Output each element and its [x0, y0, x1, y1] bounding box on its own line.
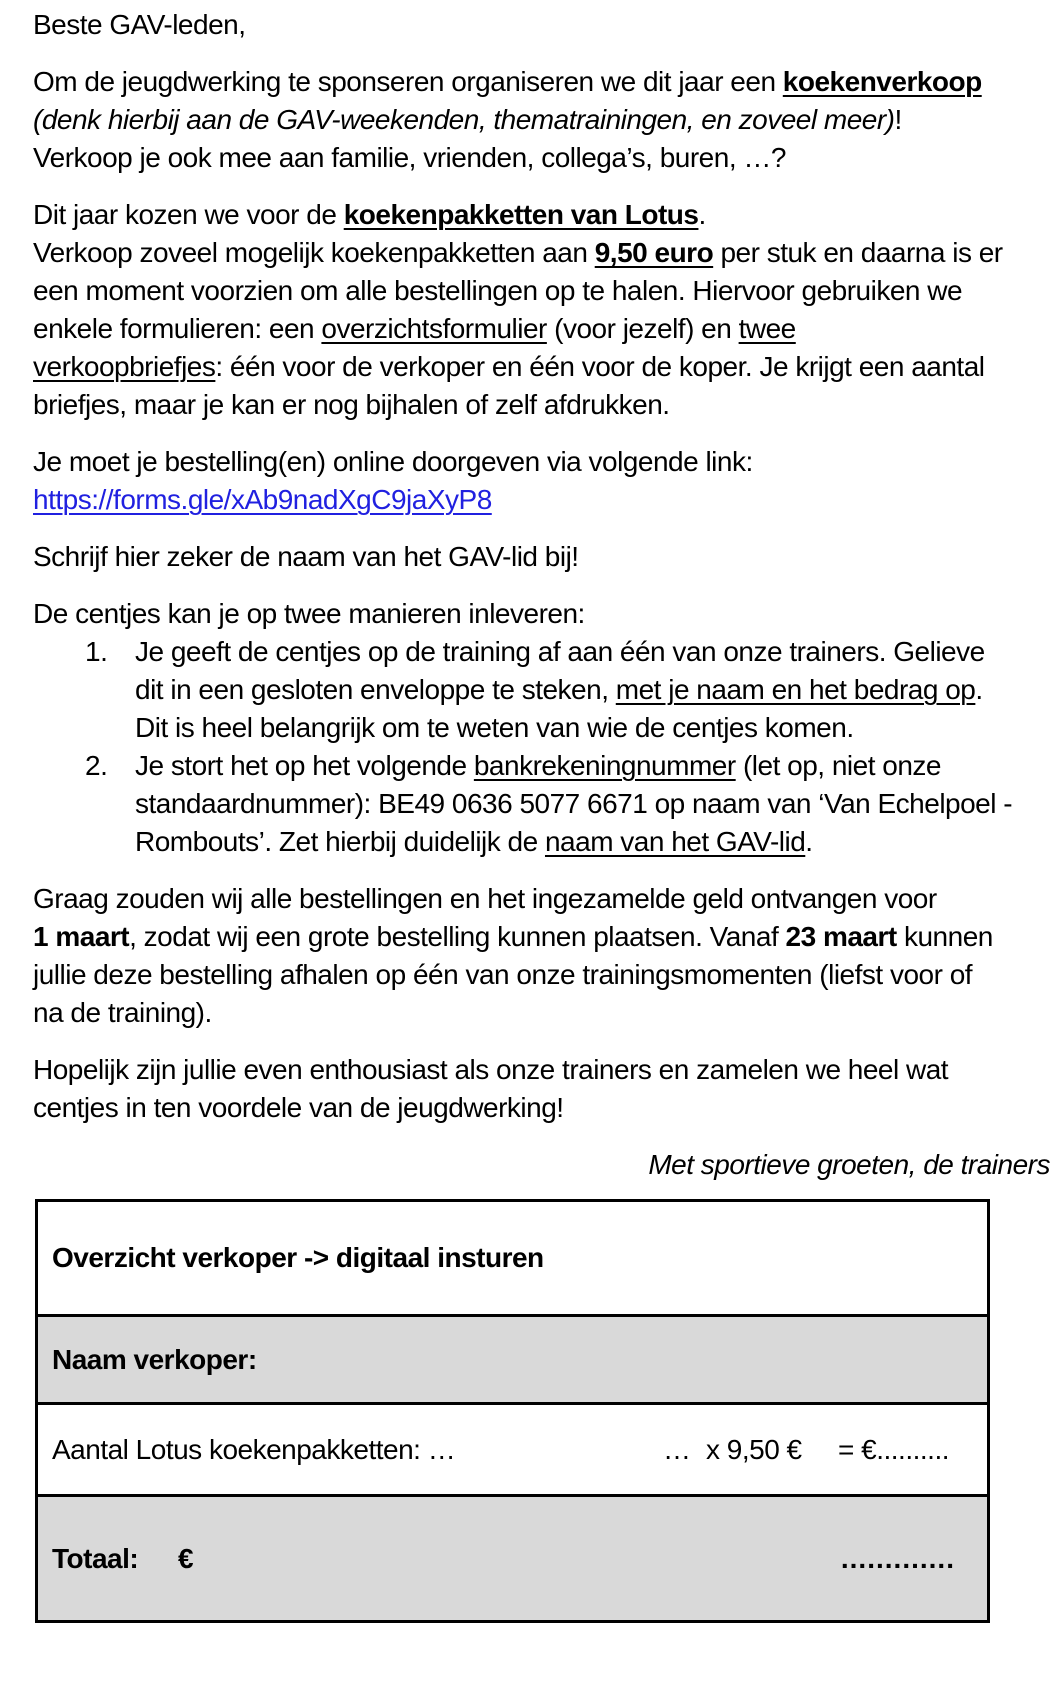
gavlid-paragraph — [33, 538, 1058, 576]
deadline-paragraph — [33, 880, 1058, 1032]
text-run: . — [975, 674, 983, 705]
form-title: Overzicht verkoper -> digitaal insturen — [52, 1242, 544, 1273]
highlight-naam-bedrag: met je naam en het bedrag op — [615, 674, 976, 705]
text-run: Verkoop zoveel mogelijk koekenpakketten aan — [33, 237, 595, 268]
intro-line-3: Verkoop je ook mee aan familie, vrienden, collega’s, buren, …? — [33, 142, 786, 173]
payment-paragraph — [33, 595, 1058, 861]
text-run: . — [698, 199, 706, 230]
total-label: Totaal: — [52, 1542, 139, 1574]
option1-line-3: Dit is heel belangrijk om te weten van wie de centjes komen. — [135, 712, 854, 743]
payment-option-1-text — [135, 633, 1058, 747]
text-run: kunnen — [896, 921, 993, 952]
intro-line-1 — [33, 63, 1058, 101]
closing-line-1: Hopelijk zijn jullie even enthousiast als onze trainers en zamelen we heel wat — [33, 1054, 949, 1085]
lotus-line-5 — [33, 348, 1058, 386]
quantity-fill-dots: … — [663, 1433, 691, 1465]
highlight-koekenverkoop: koekenverkoop — [782, 66, 982, 97]
highlight-bankrekeningnummer: bankrekeningnummer — [473, 750, 736, 781]
closing-paragraph — [33, 1051, 1058, 1127]
text-run: , zodat wij een grote bestelling kunnen plaatsen. Vanaf — [129, 921, 786, 952]
lotus-line-6: briefjes, maar je kan er nog bijhalen of zelf afdrukken. — [33, 389, 670, 420]
option2-line-1 — [135, 747, 1058, 785]
lotus-paragraph — [33, 196, 1058, 424]
line-total-blank: = €.......... — [838, 1433, 949, 1465]
table-row-quantity — [38, 1402, 987, 1494]
unit-price: x 9,50 € — [706, 1433, 802, 1465]
text-run: Rombouts’. Zet hierbij duidelijk de — [135, 826, 545, 857]
highlight-23-maart: 23 maart — [785, 921, 897, 952]
overview-form-table — [35, 1199, 990, 1623]
lotus-line-1 — [33, 196, 1058, 234]
list-number-1: 1. — [85, 636, 108, 667]
table-row-title — [38, 1202, 987, 1314]
intro-paragraph — [33, 63, 1058, 177]
text-run: ! — [894, 104, 902, 135]
salutation-paragraph — [33, 6, 1058, 44]
deadline-line-2 — [33, 918, 1058, 956]
text-run: Om de jeugdwerking te sponseren organiseren we dit jaar een — [33, 66, 783, 97]
quantity-label: Aantal Lotus koekenpakketten: … — [52, 1433, 456, 1465]
total-fill-dots: ............. — [840, 1542, 955, 1574]
highlight-1-maart: 1 maart — [33, 921, 130, 952]
text-run: : één voor de verkoper en één voor de koper. Je krijgt een aantal — [215, 351, 985, 382]
lotus-line-4 — [33, 310, 1058, 348]
gavlid-line: Schrijf hier zeker de naam van het GAV-lid bij! — [33, 541, 579, 572]
order-form-link[interactable]: https://forms.gle/xAb9nadXgC9jaXyP8 — [33, 484, 492, 515]
text-run: (let op, niet onze — [735, 750, 941, 781]
link-intro-line: Je moet je bestelling(en) online doorgeven via volgende link: — [33, 446, 753, 477]
text-run: per stuk en daarna is er — [713, 237, 1003, 268]
signature: Met sportieve groeten, de trainers — [648, 1149, 1050, 1180]
option2-line-3 — [135, 823, 1058, 861]
highlight-naam-gavlid: naam van het GAV-lid — [544, 826, 806, 857]
link-paragraph — [33, 443, 1058, 519]
highlight-lotus: koekenpakketten van Lotus — [343, 199, 699, 230]
payment-intro-line: De centjes kan je op twee manieren inleveren: — [33, 598, 585, 629]
payment-option-1 — [33, 633, 1058, 747]
text-run: . — [805, 826, 813, 857]
table-row-seller-name — [38, 1314, 987, 1402]
text-run: enkele formulieren: een — [33, 313, 322, 344]
intro-line-2 — [33, 101, 1058, 139]
deadline-line-4: na de training). — [33, 997, 212, 1028]
payment-option-2 — [33, 747, 1058, 861]
highlight-twee: twee — [738, 313, 796, 344]
list-number-2: 2. — [85, 750, 108, 781]
seller-name-label: Naam verkoper: — [52, 1343, 257, 1375]
link-line — [33, 481, 1058, 519]
payment-option-2-text — [135, 747, 1058, 861]
text-run: Dit jaar kozen we voor de — [33, 199, 344, 230]
closing-line-2: centjes in ten voordele van de jeugdwerking! — [33, 1092, 564, 1123]
salutation: Beste GAV-leden, — [33, 9, 246, 40]
text-run-italic: (denk hierbij aan de GAV-weekenden, thematrainingen, en zoveel meer) — [33, 104, 895, 135]
text-run: dit in een gesloten enveloppe te steken, — [135, 674, 616, 705]
table-row-total — [38, 1494, 987, 1620]
deadline-line-1: Graag zouden wij alle bestellingen en het ingezamelde geld ontvangen voor — [33, 883, 937, 914]
option1-line-1: Je geeft de centjes op de training af aan één van onze trainers. Gelieve — [135, 636, 985, 667]
highlight-verkoopbriefjes: verkoopbriefjes — [33, 351, 216, 382]
total-currency: € — [178, 1542, 194, 1574]
highlight-overzichtsformulier: overzichtsformulier — [321, 313, 547, 344]
text-run: (voor jezelf) en — [546, 313, 739, 344]
lotus-line-3: een moment voorzien om alle bestellingen op te halen. Hiervoor gebruiken we — [33, 275, 963, 306]
highlight-price: 9,50 euro — [594, 237, 714, 268]
option1-line-2 — [135, 671, 1058, 709]
option2-line-2: standaardnummer): BE49 0636 5077 6671 op naam van ‘Van Echelpoel - — [135, 788, 1013, 819]
text-run: Je stort het op het volgende — [135, 750, 474, 781]
lotus-line-2 — [33, 234, 1058, 272]
deadline-line-3: jullie deze bestelling afhalen op één van onze trainingsmomenten (liefst voor of — [33, 959, 973, 990]
